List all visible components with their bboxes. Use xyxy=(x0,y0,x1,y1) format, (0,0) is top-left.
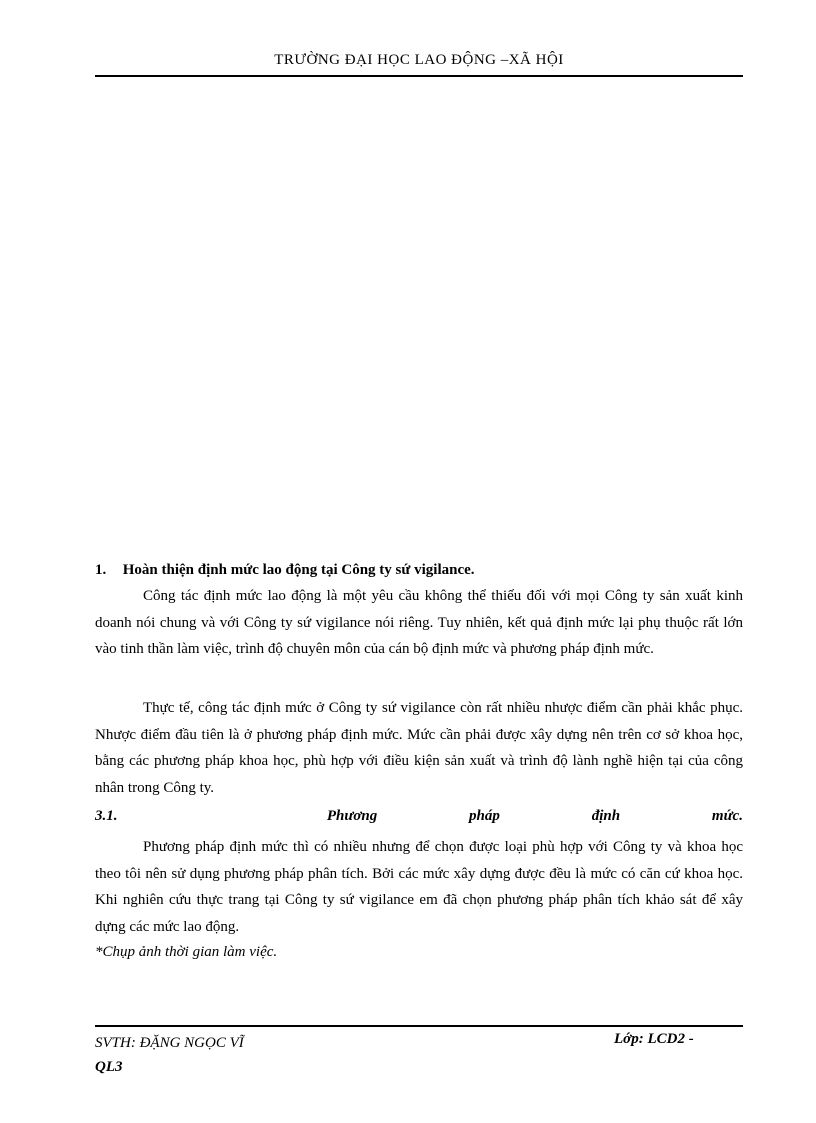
page-header: TRƯỜNG ĐẠI HỌC LAO ĐỘNG –XÃ HỘI xyxy=(274,52,564,68)
note-line: *Chụp ảnh thời gian làm việc. xyxy=(95,944,278,960)
footer-student xyxy=(95,1031,244,1079)
section-heading xyxy=(95,562,743,579)
subsection-word-1: Phương xyxy=(326,808,378,824)
paragraph-2: Thực tế, công tác định mức ở Công ty sứ vigilance còn rất nhiều nhược điểm cần phải khắc phục. Nhược điểm đầu tiên là ở phương pháp định mức. Mức cần phải được xây dựng nên trên cơ sở khoa học, bằng các phương pháp khoa học, phù hợp với điều kiện sản xuất và trình độ lành nghề hiện tại của công nhân trong Công ty. xyxy=(95,700,743,796)
class-value: LCD2 - xyxy=(647,1031,694,1047)
subsection-number: 3.1. xyxy=(95,808,118,824)
class-label: Lớp: xyxy=(614,1031,644,1047)
paragraph-1: Công tác định mức lao động là một yêu cầu không thể thiếu đối với mọi Công ty sản xuất kinh doanh nói chung và với Công ty sứ vigilance nói riêng. Tuy nhiên, kết quả định mức lại phụ thuộc rất lớn vào tinh thần làm việc, trình độ chuyên môn của cán bộ định mức và phương pháp định mức. xyxy=(95,588,743,657)
student-name: SVTH: ĐẶNG NGỌC VĨ xyxy=(95,1035,244,1051)
class-continuation: QL3 xyxy=(95,1059,123,1075)
footer-divider xyxy=(95,1025,743,1027)
subsection-heading xyxy=(95,808,743,825)
subsection-word-3: định xyxy=(591,808,621,824)
header-divider xyxy=(95,75,743,77)
subsection-word-4: mức. xyxy=(711,808,743,824)
paragraph-3: Phương pháp định mức thì có nhiều nhưng để chọn được loại phù hợp với Công ty và khoa học theo tôi nên sử dụng phương pháp phân tích. Bởi các mức xây dựng được đều là mức có căn cứ khoa học. Khi nghiên cứu thực trang tại Công ty sứ vigilance em đã chọn phương pháp phân tích khảo sát để xây dựng các mức lao động. xyxy=(95,839,743,935)
footer-class xyxy=(614,1031,694,1048)
section-number: 1. xyxy=(95,562,107,578)
section-title: Hoàn thiện định mức lao động tại Công ty sứ vigilance. xyxy=(122,562,475,578)
subsection-word-2: pháp xyxy=(469,808,500,824)
